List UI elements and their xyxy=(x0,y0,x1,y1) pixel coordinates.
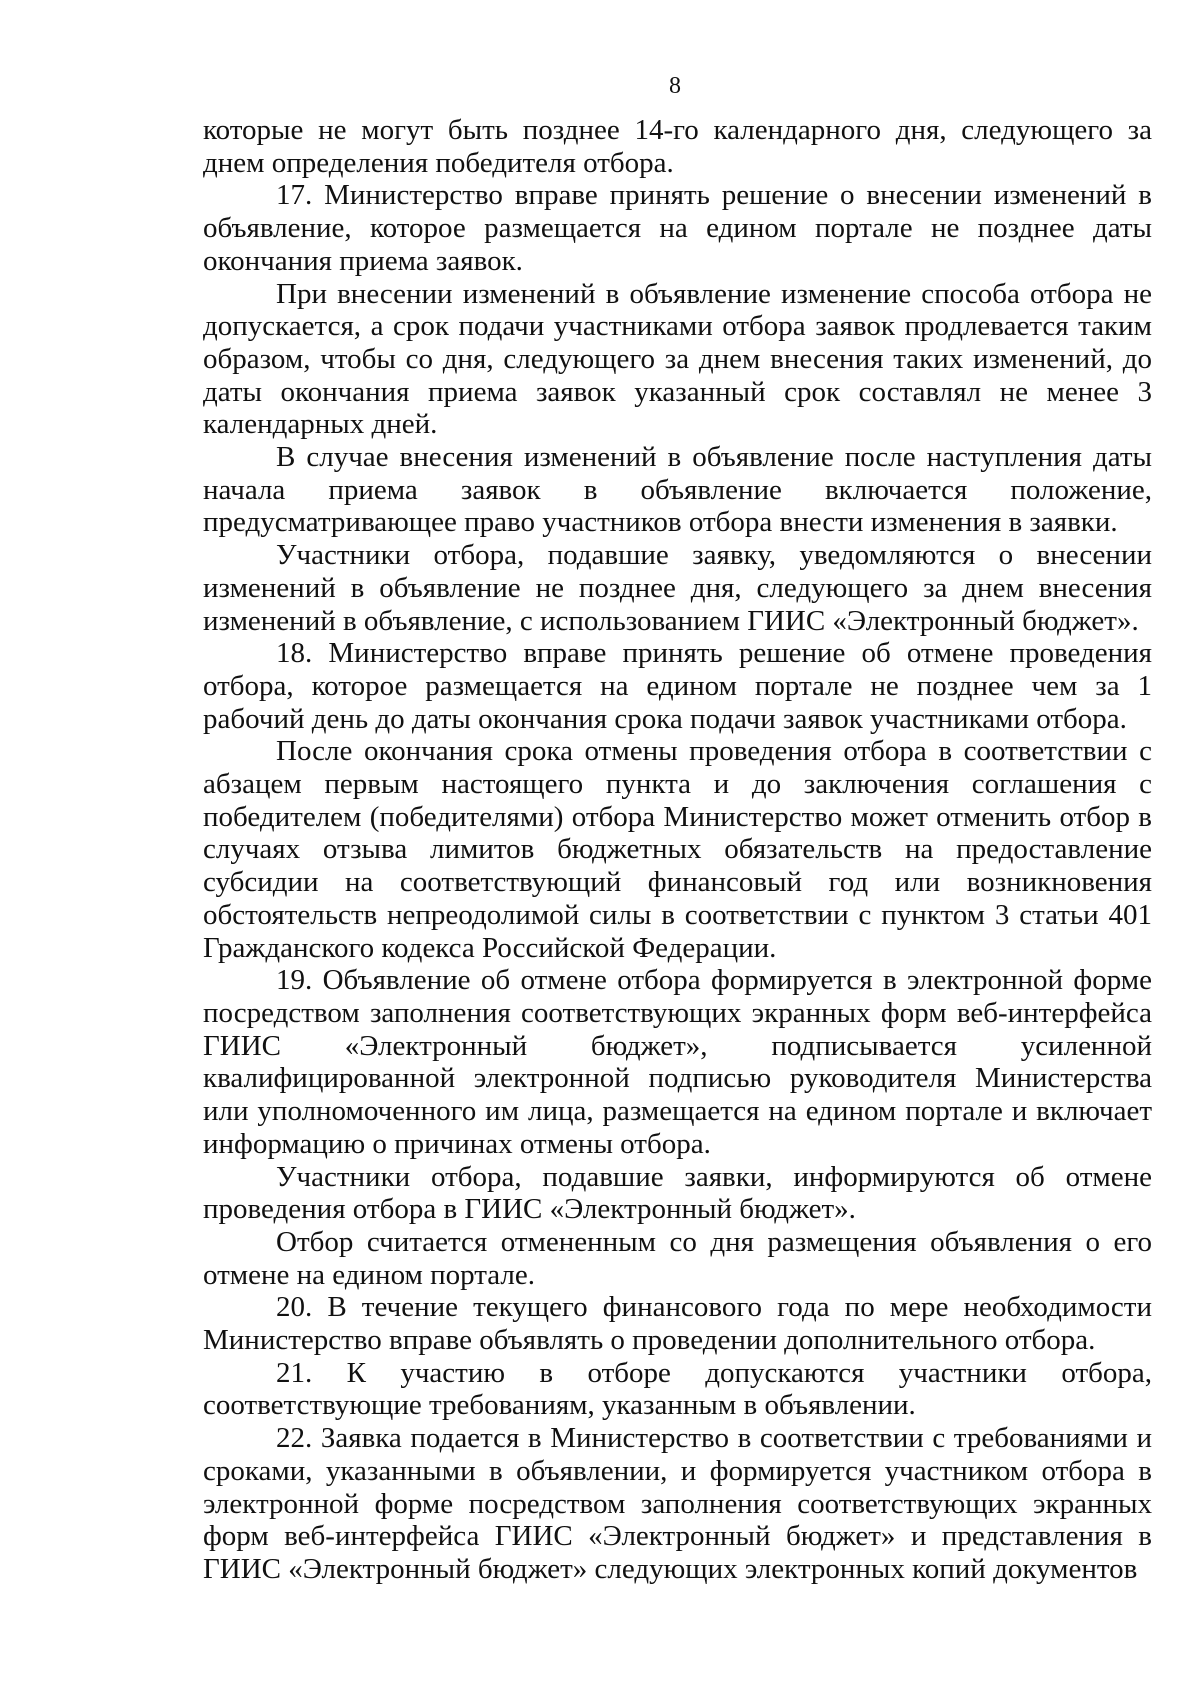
paragraph-item-21: 21. К участию в отборе допускаются участники отбора, соответствующие требованиям, указанным в объявлении. xyxy=(203,1356,1152,1422)
paragraph-item-19-participants: Участники отбора, подавшие заявки, информируются об отмене проведения отбора в ГИИС «Электронный бюджет». xyxy=(203,1160,1152,1226)
paragraph-item-18-cancellation: После окончания срока отмены проведения отбора в соответствии с абзацем первым настоящего пункта и до заключения соглашения с победителем (победителями) отбора Министерство может отменить отбор в случаях отзыва лимитов бюджетных обязательств на предоставление субсидии на соответствующий финансовый год или возникновения обстоятельств непреодолимой силы в соответствии с пунктом 3 статьи 401 Гражданского кодекса Российской Федерации. xyxy=(203,735,1152,964)
paragraph-item-17-changes: При внесении изменений в объявление изменение способа отбора не допускается, а срок подачи участниками отбора заявок продлевается таким образом, чтобы со дня, следующего за днем внесения таких изменений, до даты окончания приема заявок указанный срок составлял не менее 3 календарных дней. xyxy=(203,277,1152,441)
paragraph-item-19-cancelled: Отбор считается отмененным со дня размещения объявления о его отмене на едином портале. xyxy=(203,1225,1152,1291)
paragraph-item-17-after-start: В случае внесения изменений в объявление после наступления даты начала приема заявок в объявление включается положение, предусматривающее право участников отбора внести изменения в заявки. xyxy=(203,441,1152,539)
document-body xyxy=(203,114,1152,1586)
paragraph-item-22: 22. Заявка подается в Министерство в соответствии с требованиями и сроками, указанными в объявлении, и формируется участником отбора в электронной форме посредством заполнения соответствующих экранных форм веб-интерфейса ГИИС «Электронный бюджет» и представления в ГИИС «Электронный бюджет» следующих электронных копий документов xyxy=(203,1422,1152,1585)
paragraph-item-17: 17. Министерство вправе принять решение о внесении изменений в объявление, которое размещается на едином портале не позднее даты окончания приема заявок. xyxy=(203,179,1152,277)
paragraph-continuation: которые не могут быть позднее 14-го календарного дня, следующего за днем определения победителя отбора. xyxy=(203,114,1152,179)
paragraph-item-19: 19. Объявление об отмене отбора формируется в электронной форме посредством заполнения соответствующих экранных форм веб-интерфейса ГИИС «Электронный бюджет», подписывается усиленной квалифицированной электронной подписью руководителя Министерства или уполномоченного им лица, размещается на едином портале и включает информацию о причинах отмены отбора. xyxy=(203,964,1152,1160)
paragraph-item-18: 18. Министерство вправе принять решение об отмене проведения отбора, которое размещается на едином портале не позднее чем за 1 рабочий день до даты окончания срока подачи заявок участниками отбора. xyxy=(203,637,1152,735)
paragraph-item-20: 20. В течение текущего финансового года по мере необходимости Министерство вправе объявлять о проведении дополнительного отбора. xyxy=(203,1291,1152,1357)
page-number: 8 xyxy=(669,73,681,99)
paragraph-item-17-notification: Участники отбора, подавшие заявку, уведомляются о внесении изменений в объявление не позднее дня, следующего за днем внесения изменений в объявление, с использованием ГИИС «Электронный бюджет». xyxy=(203,539,1152,637)
